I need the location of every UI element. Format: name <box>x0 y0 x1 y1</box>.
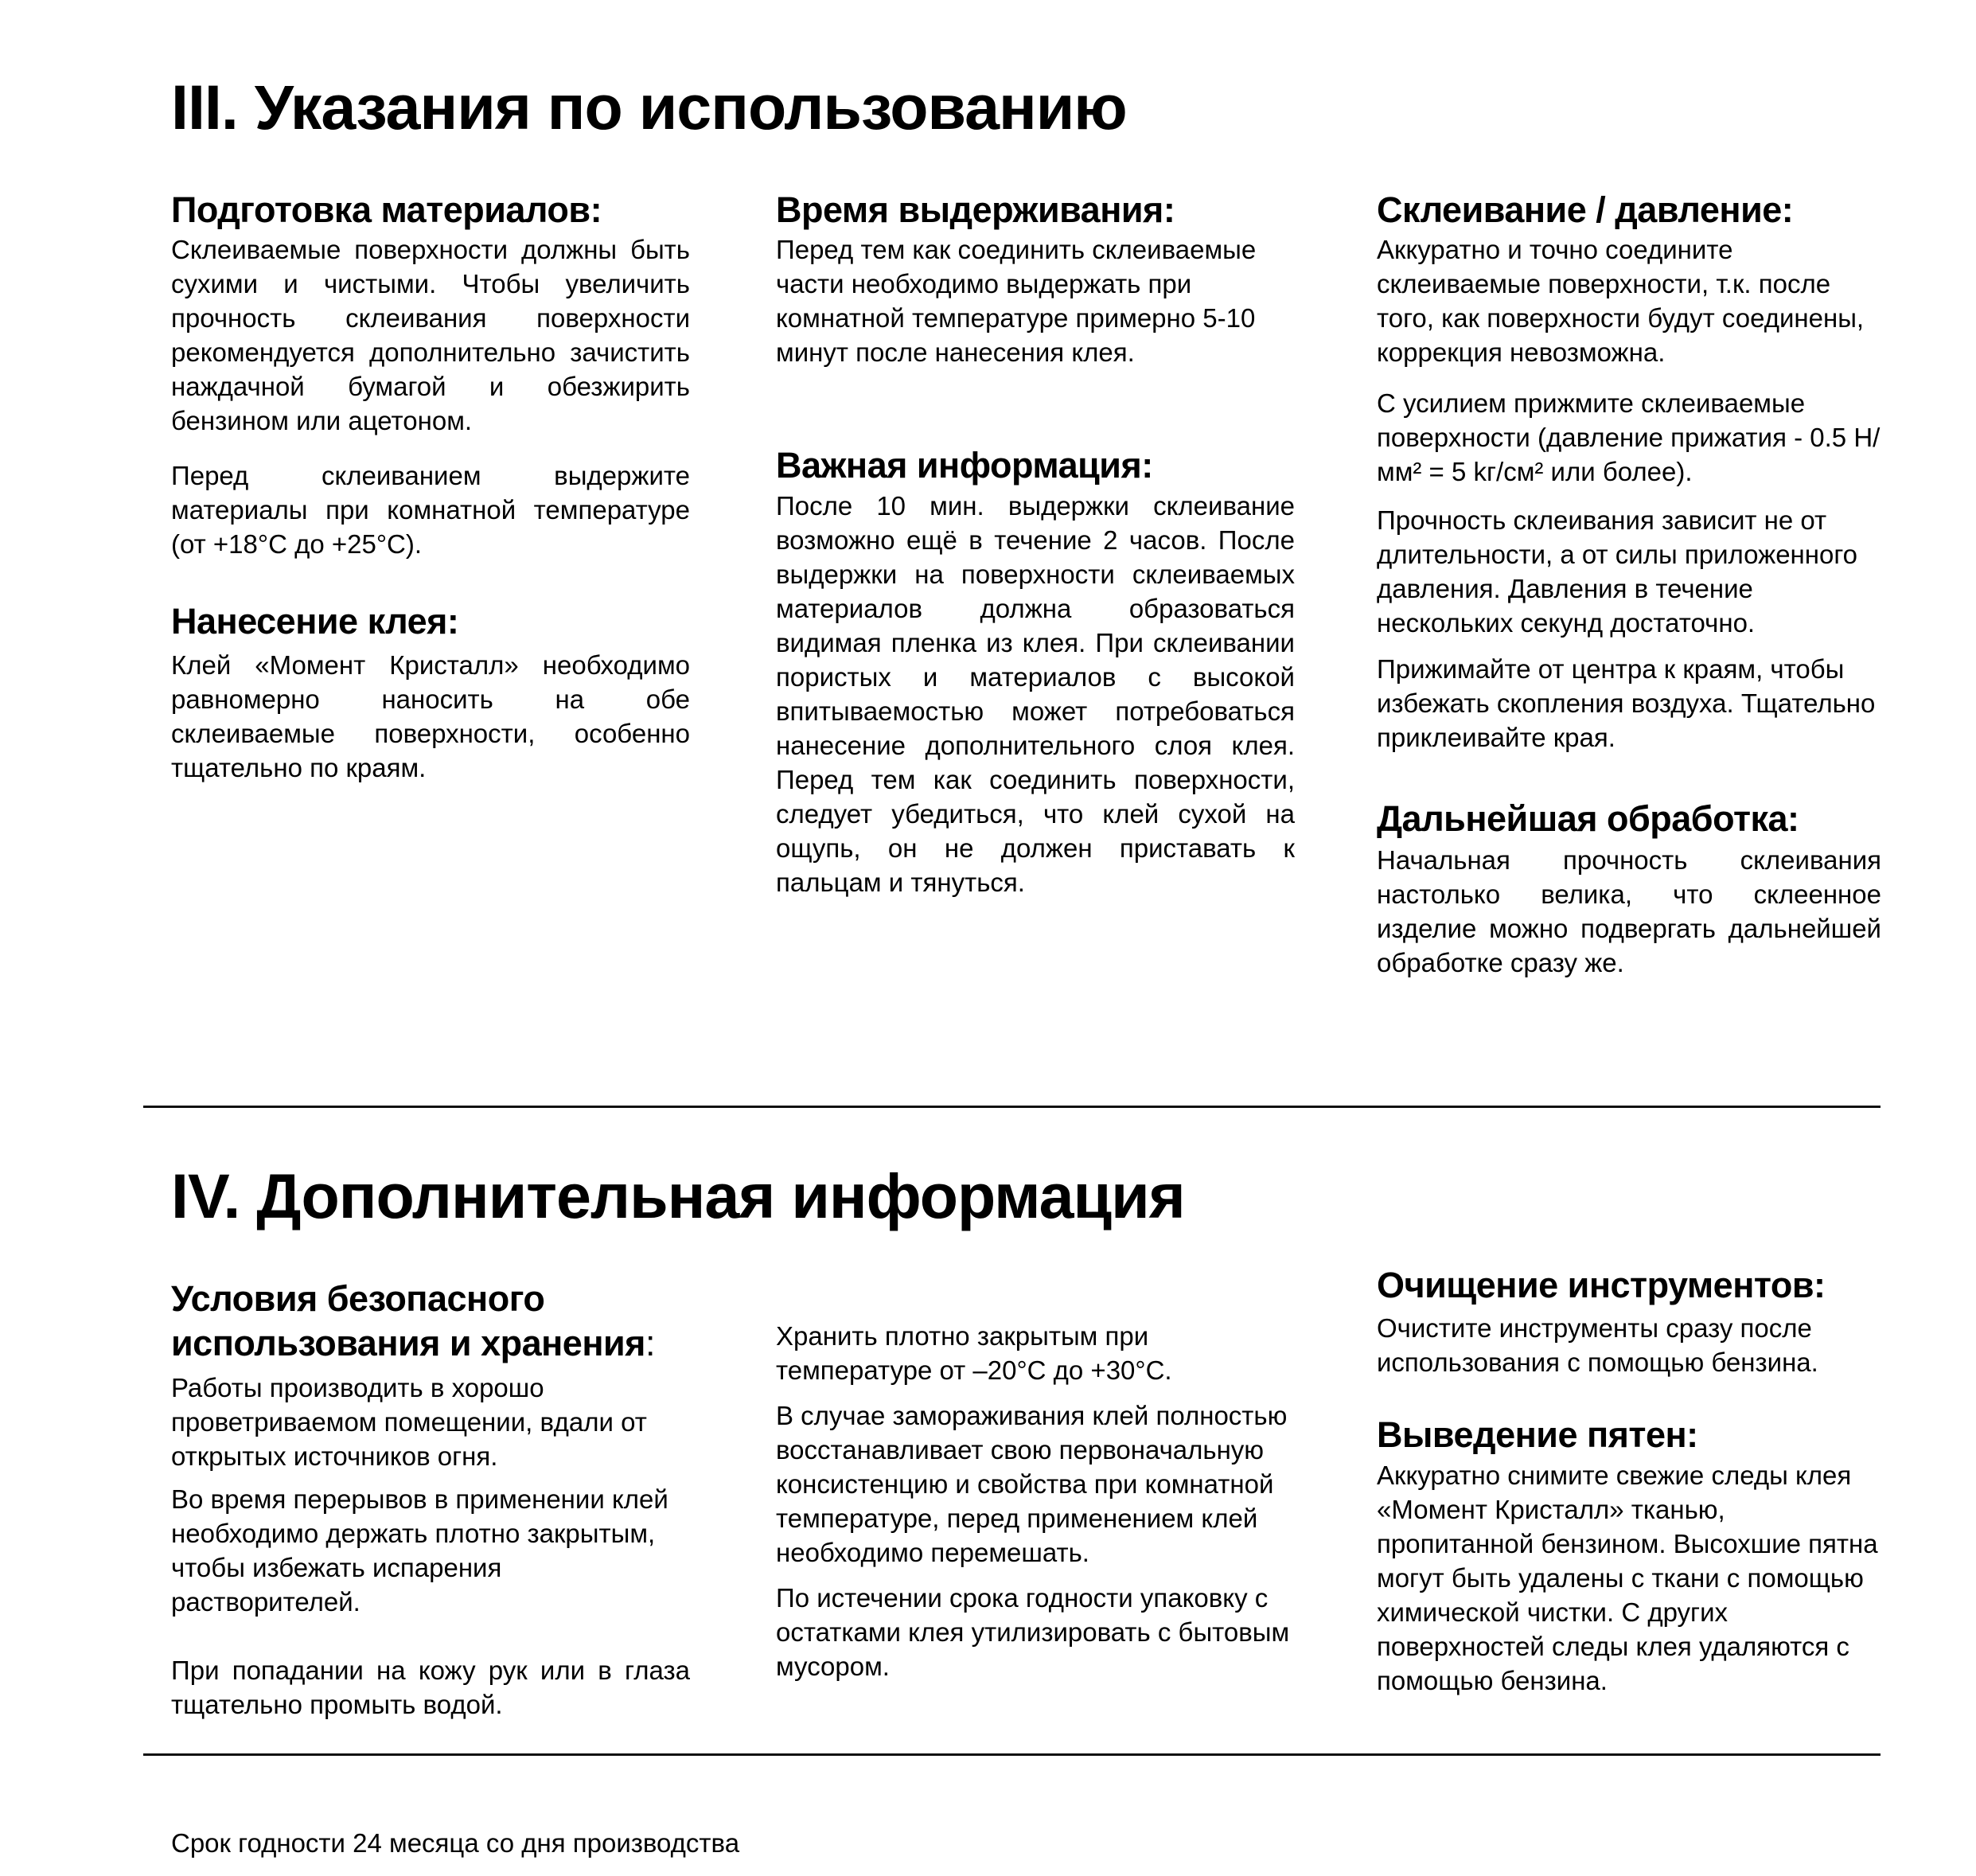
section-3-title: III. Указания по использованию <box>171 72 1127 142</box>
s3-c1-para-1: Склеиваемые поверхности должны быть сухими и чистыми. Чтобы увеличить прочность склеивания поверхности рекомендуется дополнительно зачистить наждачной бумагой и обезжирить бензином или ацетоном. <box>171 235 690 435</box>
s4-c1-heading-colon: : <box>645 1323 655 1363</box>
s3-c1-para-3: Клей «Момент Кристалл» необходимо равномерно наносить на обе склеиваемые поверхности, особенно тщательно по краям. <box>171 650 690 782</box>
s3-c1-heading-preparation: Подготовка материалов: <box>171 189 602 230</box>
s4-c2-para-3: По истечении срока годности упаковку с остатками клея утилизировать с бытовым мусором. <box>776 1583 1290 1681</box>
s3-c1-para-2: Перед склеиванием выдержите материалы при комнатной температуре (от +18°С до +25°С). <box>171 461 690 559</box>
s3-c3-para-3: Прочность склеивания зависит не от длительности, а от силы приложенного давления. Давления в течение нескольких секунд достаточно. <box>1377 505 1858 638</box>
s3-c3-para-2: С усилием прижмите склеиваемые поверхности (давление прижатия - 0.5 Н/мм² = 5 kг/см² или более). <box>1377 388 1881 486</box>
section-divider-rule-1 <box>143 1106 1881 1108</box>
s3-c2-para-2: После 10 мин. выдержки склеивание возможно ещё в течение 2 часов. После выдержки на поверхности склеиваемых материалов должна образоваться видимая пленка из клея. При склеивании пористых и материалов с высокой впитываемостью может потребоваться нанесение дополнительного слоя клея. Перед тем как соединить поверхности, следует убедиться, что клей сухой на ощупь, он не должен приставать к пальцам и тянуться. <box>776 491 1295 897</box>
s3-column-3 <box>1377 188 1881 980</box>
s4-column-1 <box>171 1277 690 1722</box>
s4-c3-para-2: Аккуратно снимите свежие следы клея «Момент Кристалл» тканью, пропитанной бензином. Высохшие пятна могут быть удалены с ткани с помощью химической чистки. С других поверхностей следы клея удаляются с помощью бензина. <box>1377 1461 1878 1695</box>
shelf-life-note: Срок годности 24 месяца со дня производства <box>171 1828 740 1858</box>
s4-c1-heading-text: Условия безопасного использования и хранения <box>171 1278 645 1363</box>
s4-c3-heading-stain-removal: Выведение пятен: <box>1377 1414 1698 1455</box>
s3-c2-para-1: Перед тем как соединить склеиваемые части необходимо выдержать при комнатной температуре примерно 5-10 минут после нанесения клея. <box>776 235 1257 367</box>
s3-column-2 <box>776 188 1295 899</box>
s4-c2-para-2: В случае замораживания клей полностью восстанавливает свою первоначальную консистенцию и свойства при комнатной температуре, перед применением клей необходимо перемешать. <box>776 1401 1288 1567</box>
s3-c3-para-1: Аккуратно и точно соедините склеиваемые поверхности, т.к. после того, как поверхности будут соединены, коррекция невозможна. <box>1377 235 1865 367</box>
s3-c3-para-5: Начальная прочность склеивания настолько велика, что склеенное изделие можно подвергать дальнейшей обработке сразу же. <box>1377 845 1881 977</box>
s4-c2-para-1: Хранить плотно закрытым при температуре от –20°С до +30°С. <box>776 1321 1172 1385</box>
section-divider-rule-2 <box>143 1753 1881 1756</box>
s4-c1-para-2: Во время перерывов в применении клей необходимо держать плотно закрытым, чтобы избежать испарения растворителей. <box>171 1484 668 1617</box>
s3-c3-para-4: Прижимайте от центра к краям, чтобы избежать скопления воздуха. Тщательно приклеивайте края. <box>1377 654 1876 752</box>
s3-column-1 <box>171 188 690 785</box>
s4-c1-heading-safety-storage <box>171 1277 690 1366</box>
s4-c3-para-1: Очистите инструменты сразу после использования с помощью бензина. <box>1377 1313 1818 1377</box>
s3-c3-heading-further-processing: Дальнейшая обработка: <box>1377 798 1799 839</box>
s4-c1-para-3: При попадании на кожу рук или в глаза тщательно промыть водой. <box>171 1656 690 1719</box>
section-4-title: IV. Дополнительная информация <box>171 1160 1185 1231</box>
s3-c3-heading-gluing-pressure: Склеивание / давление: <box>1377 189 1794 230</box>
s4-c1-para-1: Работы производить в хорошо проветриваемом помещении, вдали от открытых источников огня. <box>171 1373 647 1471</box>
s3-c2-heading-holding-time: Время выдерживания: <box>776 189 1175 230</box>
s4-column-2 <box>776 1319 1295 1683</box>
s4-column-3 <box>1377 1263 1881 1698</box>
s4-c3-heading-tool-cleaning: Очищение инструментов: <box>1377 1265 1826 1305</box>
s3-c1-heading-application: Нанесение клея: <box>171 601 459 642</box>
s3-c2-heading-important-info: Важная информация: <box>776 445 1153 486</box>
